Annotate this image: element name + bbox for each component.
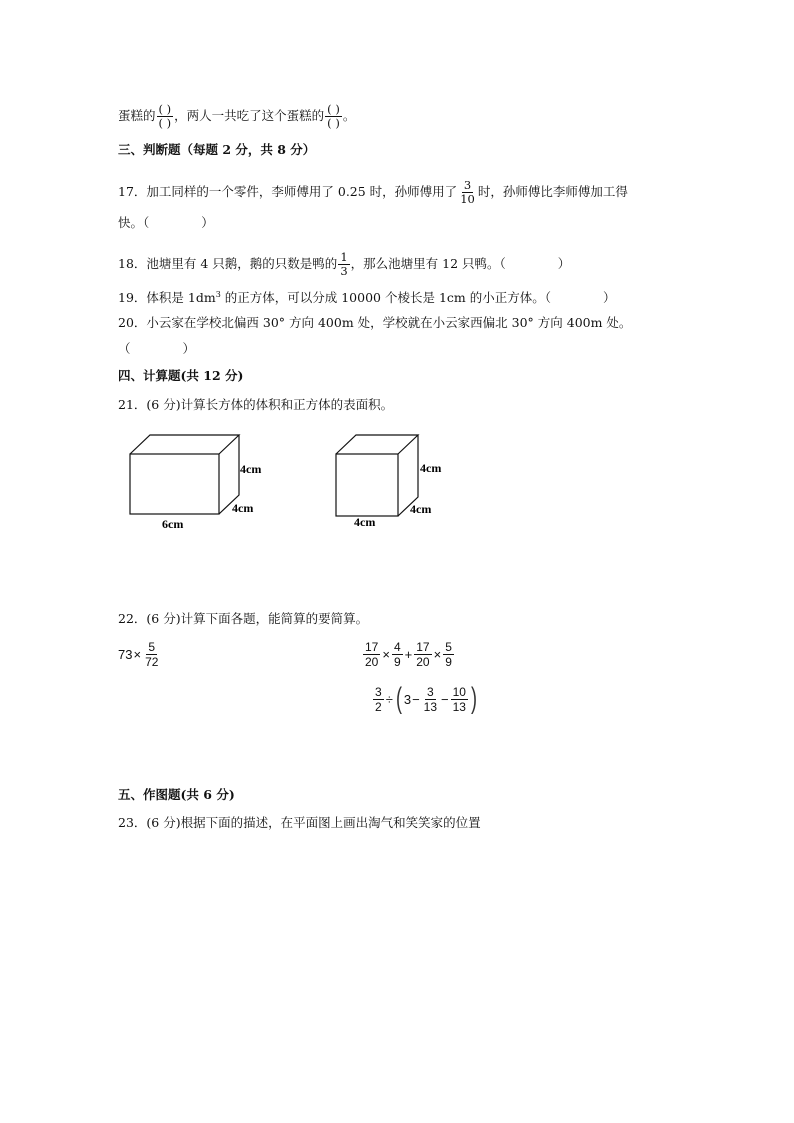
question-18: 18．池塘里有 4 只鹅，鹅的只数是鸭的 $\frac{1}{3}$ ，那么池塘里有 12 只鸭。（ ） (118, 250, 571, 278)
section-heading-calculation: 四、计算题(共 12 分) (118, 368, 244, 383)
section-heading-judgement: 三、判断题（每题 2 分，共 8 分） (118, 142, 316, 157)
fraction: $\frac{5}{9}$ (445, 640, 452, 669)
fraction: $\frac{3}{10}$ (460, 178, 475, 206)
cuboid-depth-label: 4cm (232, 501, 254, 515)
cuboid-length-label: 6cm (162, 517, 184, 531)
fraction: $\frac{3}{13}$ (423, 684, 438, 714)
fraction: $\frac{3}{2}$ (375, 684, 382, 714)
question-20-answer: （ ） (118, 341, 196, 356)
question-17: 17．加工同样的一个零件，李师傅用了 0.25 时，孙师傅用了 $\frac{3}{10}$ 时，孙师傅比李师傅加工得 (118, 178, 628, 206)
cuboid-height-label: 4cm (240, 462, 262, 476)
question-20: 20．小云家在学校北偏西 30° 方向 400m 处，学校就在小云家西偏北 30° 方向 400m 处。 (118, 315, 632, 330)
question-21: 21．(6 分)计算长方体的体积和正方体的表面积。 (118, 397, 394, 412)
cake-line: 蛋糕的 $\frac{( )}{( )}$ ，两人一共吃了这个蛋糕的 $\frac{( )}{( )}$ 。 (118, 102, 356, 130)
question-17-cont: 快。（ ） (118, 215, 214, 230)
expression-1: 73 × $\frac{5}{72}$ (118, 640, 159, 669)
cube-depth-label: 4cm (410, 502, 432, 516)
cube-front-face (336, 454, 398, 516)
solids-figure (118, 428, 478, 538)
fraction: $\frac{10}{13}$ (452, 684, 466, 714)
fraction: $\frac{17}{20}$ (416, 640, 430, 669)
cuboid-top-face (130, 435, 239, 454)
cuboid-figure (130, 435, 239, 514)
fraction: $\frac{17}{20}$ (365, 640, 379, 669)
fraction: $\frac{5}{72}$ (145, 640, 159, 669)
fraction: $\frac{4}{9}$ (393, 640, 401, 669)
expression-2: $\frac{17}{20}$ × $\frac{4}{9}$ + $\frac{17}{20}$ × $\frac{5}{9}$ (365, 640, 452, 669)
cuboid-front-face (130, 454, 219, 514)
question-22: 22．(6 分)计算下面各题，能简算的要简算。 (118, 611, 369, 626)
blank-fraction: $\frac{( )}{( )}$ (327, 102, 340, 130)
cube-height-label: 4cm (420, 461, 442, 475)
expression-3: $\frac{3}{2}$ ÷ ( 3 − $\frac{3}{13}$ − $\frac{10}{13}$ ) (375, 682, 477, 715)
cube-top-face (336, 435, 418, 454)
fraction: $\frac{1}{3}$ (340, 250, 348, 278)
cube-length-label: 4cm (354, 515, 376, 529)
section-heading-drawing: 五、作图题(共 6 分) (118, 787, 235, 802)
question-23: 23．(6 分)根据下面的描述，在平面图上画出淘气和笑笑家的位置 (118, 815, 481, 830)
question-19: 19．体积是 $1dm^3$ 的正方体，可以分成 10000 个棱长是 1cm 的小正方体。（ ） (118, 290, 616, 306)
cube-figure (336, 435, 418, 516)
blank-fraction: $\frac{( )}{( )}$ (158, 102, 172, 130)
